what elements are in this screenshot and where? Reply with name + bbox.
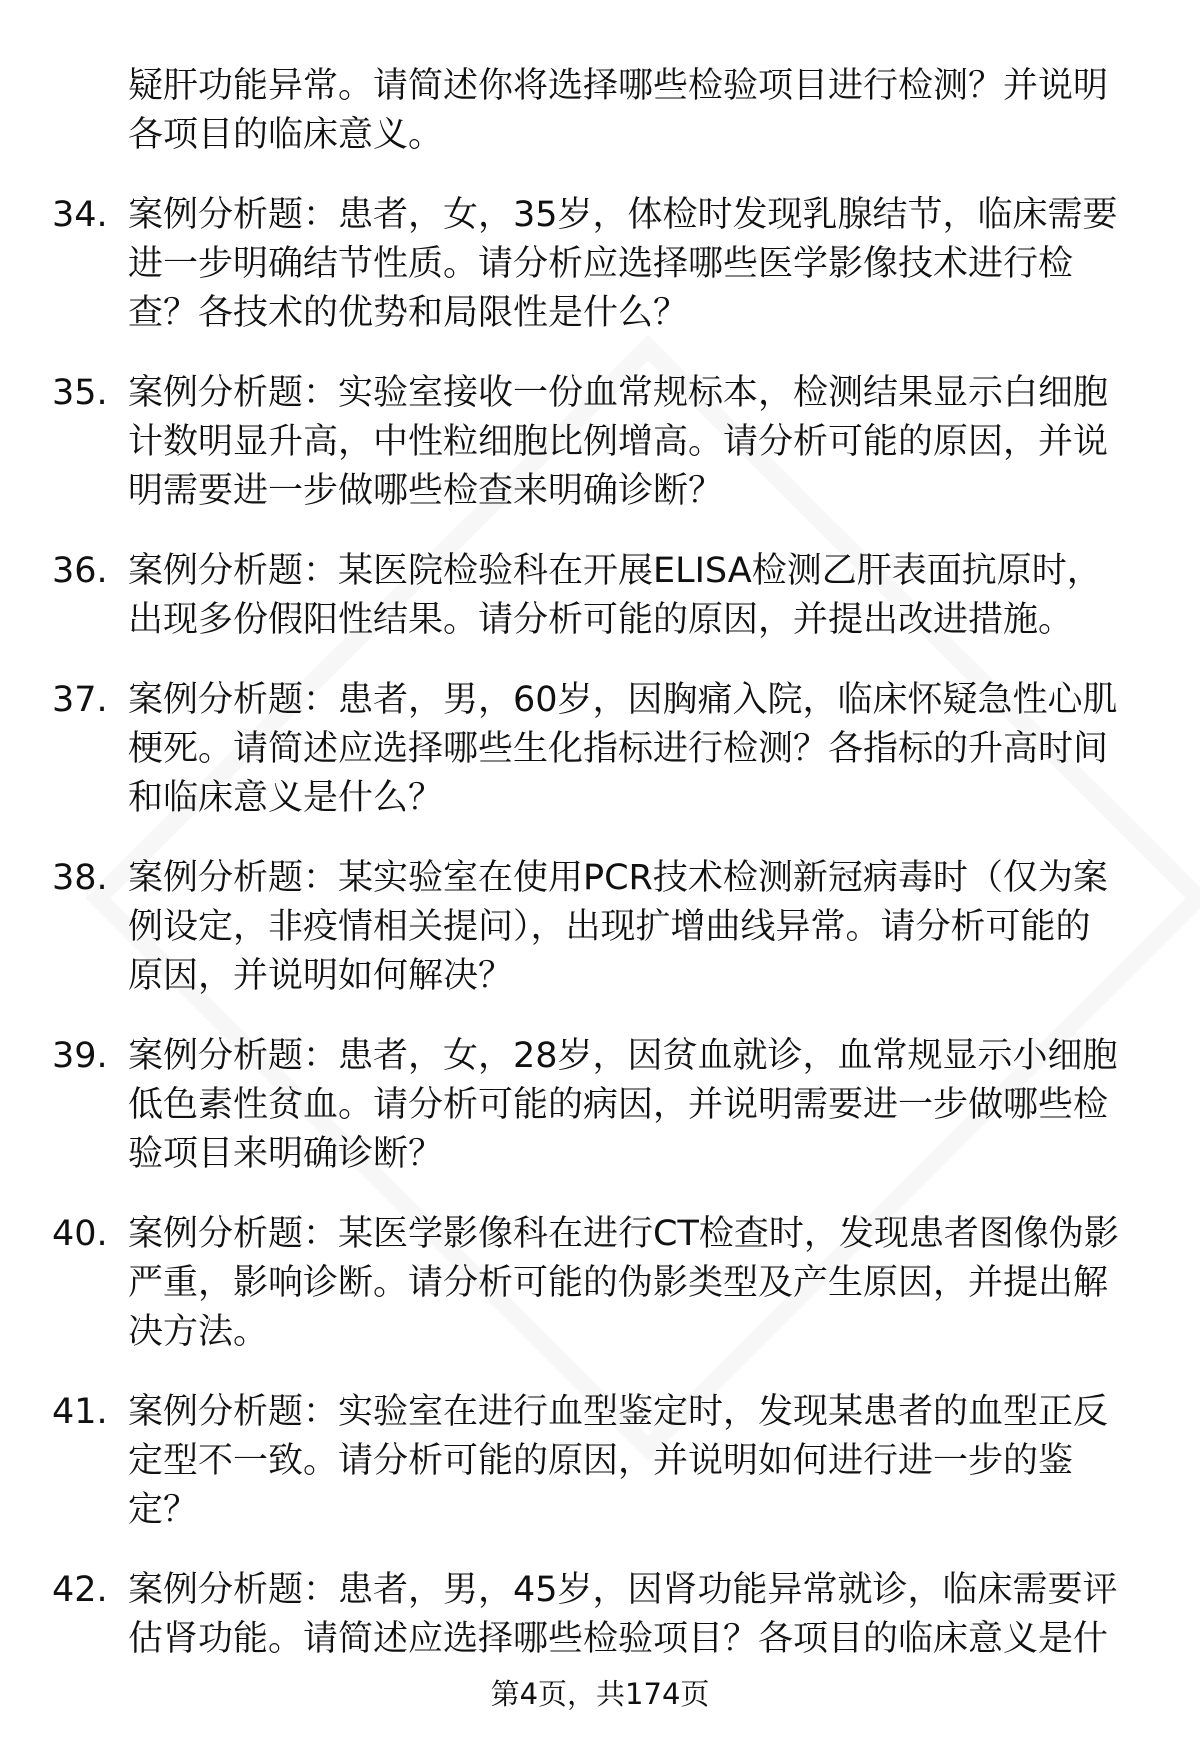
question-text-line: 低色素性贫血。请分析可能的病因，并说明需要进一步做哪些检 xyxy=(128,1085,1109,1125)
question-text-line: 和临床意义是什么？ xyxy=(128,778,444,818)
question-item xyxy=(0,676,1200,823)
question-text-line: 严重，影响诊断。请分析可能的伪影类型及产生原因，并提出解 xyxy=(128,1263,1109,1303)
question-text-line: 案例分析题：实验室接收一份血常规标本，检测结果显示白细胞 xyxy=(128,373,1109,413)
question-text xyxy=(128,676,1168,823)
question-text-line: 例设定，非疫情相关提问），出现扩增曲线异常。请分析可能的 xyxy=(128,907,1091,947)
question-text xyxy=(128,62,1168,160)
question-text xyxy=(128,1566,1168,1664)
question-number: 34. xyxy=(52,195,108,235)
question-text-line: 决方法。 xyxy=(128,1312,269,1352)
question-text-line: 验项目来明确诊断？ xyxy=(128,1134,444,1174)
question-text-line: 疑肝功能异常。请简述你将选择哪些检验项目进行检测？并说明 xyxy=(128,66,1109,106)
question-text-line: 定？ xyxy=(128,1490,199,1530)
question-item xyxy=(0,1388,1200,1535)
question-number: 39. xyxy=(52,1036,108,1076)
question-text xyxy=(128,547,1168,645)
question-text-line: 案例分析题：某医学影像科在进行CT检查时，发现患者图像伪影 xyxy=(128,1214,1119,1254)
question-text-line: 出现多份假阳性结果。请分析可能的原因，并提出改进措施。 xyxy=(128,600,1074,640)
question-text-line: 查？各技术的优势和局限性是什么？ xyxy=(128,293,689,333)
question-text-line: 计数明显升高，中性粒细胞比例增高。请分析可能的原因，并说 xyxy=(128,422,1109,462)
question-item xyxy=(0,191,1200,338)
question-text-line: 案例分析题：某医院检验科在开展ELISA检测乙肝表面抗原时， xyxy=(128,551,1102,591)
question-text-line: 定型不一致。请分析可能的原因，并说明如何进行进一步的鉴 xyxy=(128,1441,1074,1481)
question-text xyxy=(128,1210,1168,1357)
question-number: 38. xyxy=(52,858,108,898)
question-text-line: 各项目的临床意义。 xyxy=(128,115,444,155)
question-list xyxy=(0,62,1200,1695)
question-item xyxy=(0,369,1200,516)
question-text-line: 案例分析题：患者，男，45岁，因肾功能异常就诊，临床需要评 xyxy=(128,1570,1118,1610)
question-item xyxy=(0,1566,1200,1664)
question-text xyxy=(128,1032,1168,1179)
question-text xyxy=(128,191,1168,338)
question-text xyxy=(128,369,1168,516)
question-number: 36. xyxy=(52,551,108,591)
question-item xyxy=(0,547,1200,645)
question-text-line: 案例分析题：某实验室在使用PCR技术检测新冠病毒时（仅为案 xyxy=(128,858,1108,898)
question-text xyxy=(128,854,1168,1001)
question-text-line: 案例分析题：患者，男，60岁，因胸痛入院，临床怀疑急性心肌 xyxy=(128,680,1118,720)
question-text-line: 原因，并说明如何解决？ xyxy=(128,956,514,996)
question-item xyxy=(0,1210,1200,1357)
page-footer: 第4页，共174页 xyxy=(490,1677,710,1711)
question-text-line: 案例分析题：实验室在进行血型鉴定时，发现某患者的血型正反 xyxy=(128,1392,1109,1432)
question-number: 37. xyxy=(52,680,108,720)
question-text-line: 梗死。请简述应选择哪些生化指标进行检测？各指标的升高时间 xyxy=(128,729,1109,769)
question-item xyxy=(0,62,1200,160)
question-item xyxy=(0,854,1200,1001)
question-text xyxy=(128,1388,1168,1535)
question-item xyxy=(0,1032,1200,1179)
question-text-line: 案例分析题：患者，女，35岁，体检时发现乳腺结节，临床需要 xyxy=(128,195,1118,235)
question-number: 42. xyxy=(52,1570,108,1610)
question-text-line: 估肾功能。请简述应选择哪些检验项目？各项目的临床意义是什 xyxy=(128,1619,1109,1659)
question-text-line: 案例分析题：患者，女，28岁，因贫血就诊，血常规显示小细胞 xyxy=(128,1036,1118,1076)
question-text-line: 明需要进一步做哪些检查来明确诊断？ xyxy=(128,471,724,511)
question-number: 41. xyxy=(52,1392,108,1432)
question-number: 40. xyxy=(52,1214,108,1254)
question-text-line: 进一步明确结节性质。请分析应选择哪些医学影像技术进行检 xyxy=(128,244,1074,284)
question-number: 35. xyxy=(52,373,108,413)
